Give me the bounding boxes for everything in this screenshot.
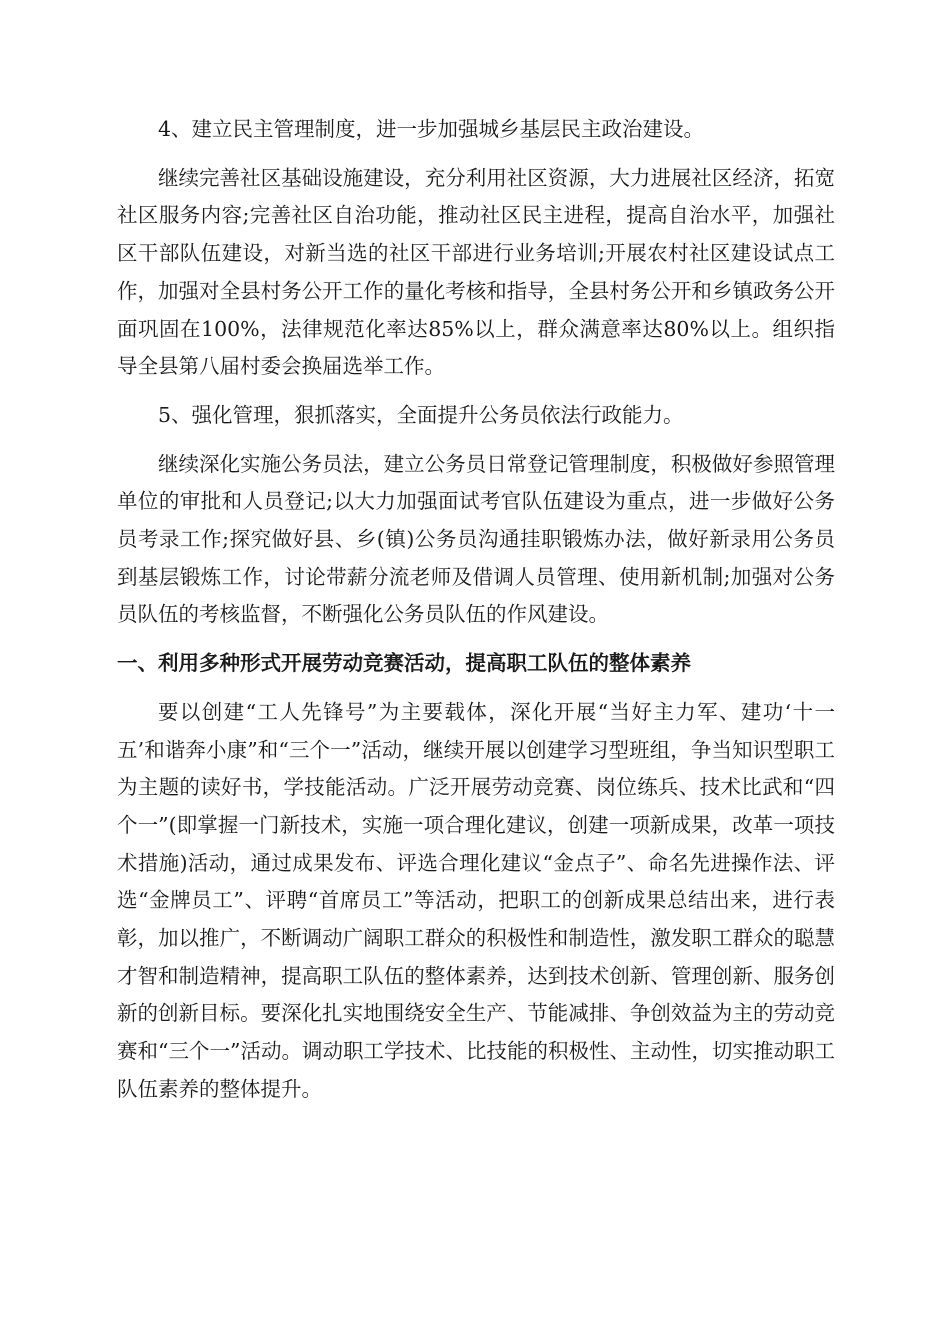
item-heading-5: 5、强化管理，狠抓落实，全面提升公务员依法行政能力。 (158, 402, 684, 427)
paragraph-civil-servant: 继续深化实施公务员法，建立公务员日常登记管理制度，积极做好参照管理单位的审批和人员登记;以大力加强面试考官队伍建设为重点，进一步做好公务员考录工作;探究做好县、乡(镇)公务员沟通挂职锻炼办法，做好新录用公务员到基层锻炼工作，讨论带薪分流老师及借调人员管理、使用新机制;加强对公务员队伍的考核监督，不断强化公务员队伍的作风建设。 (117, 451, 835, 627)
paragraph-community: 继续完善社区基础设施建设，充分利用社区资源，大力进展社区经济，拓宽社区服务内容;完善社区自治功能，推动社区民主进程，提高自治水平，加强社区干部队伍建设，对新当选的社区干部进行业务培训;开展农村社区建设试点工作，加强对全县村务公开工作的量化考核和指导，全县村务公开和乡镇政务公开面巩固在100%，法律规范化率达85%以上，群众满意率达80%以上。组织指导全县第八届村委会换届选举工作。 (117, 165, 835, 379)
section-heading-1: 一、利用多种形式开展劳动竞赛活动，提高职工队伍的整体素养 (117, 651, 691, 676)
document-body (117, 111, 835, 1120)
item-heading-4: 4、建立民主管理制度，进一步加强城乡基层民主政治建设。 (158, 117, 705, 141)
paragraph-labor-competition: 要以创建“工人先锋号”为主要载体，深化开展“当好主力军、建功‘十一五’和谐奔小康”和“三个一”活动，继续开展以创建学习型班组，争当知识型职工为主题的读好书，学技能活动。广泛开展劳动竞赛、岗位练兵、技术比武和“四个一”(即掌握一门新技术，实施一项合理化建议，创建一项新成果，改革一项技术措施)活动，通过成果发布、评选合理化建议“金点子”、命名先进操作法、评选“金牌员工”、评聘“首席员工”等活动，把职工的创新成果总结出来，进行表彰，加以推广，不断调动广阔职工群众的积极性和制造性，激发职工群众的聪慧才智和制造精神，提高职工队伍的整体素养，达到技术创新、管理创新、服务创新的创新目标。要深化扎实地围绕安全生产、节能减排、争创效益为主的劳动竞赛和“三个一”活动。调动职工学技术、比技能的积极性、主动性，切实推动职工队伍素养的整体提升。 (117, 699, 835, 1101)
